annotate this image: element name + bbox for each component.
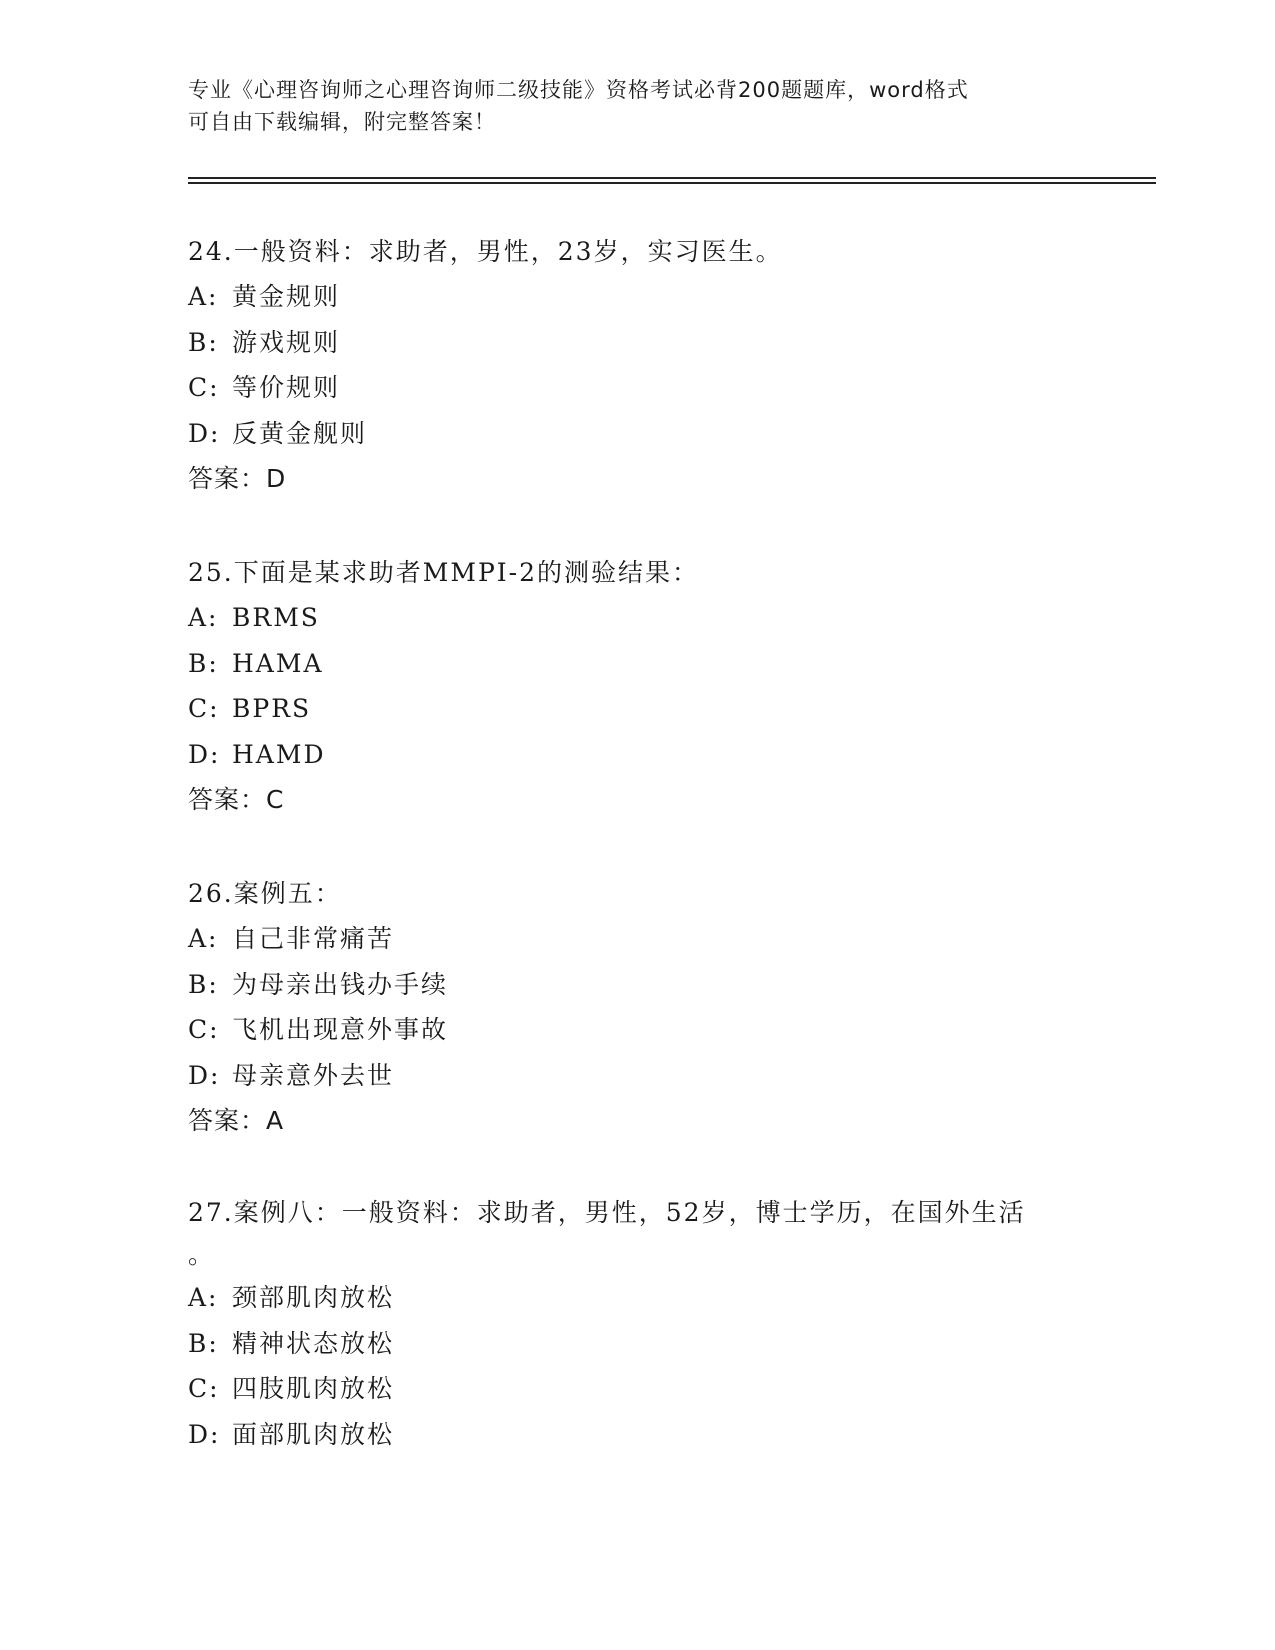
option-text: 自己非常痛苦 bbox=[232, 924, 395, 953]
question-26 bbox=[188, 871, 1108, 1143]
option-letter: C: bbox=[188, 1015, 220, 1044]
option-text: 黄金规则 bbox=[232, 282, 341, 311]
option-text: BPRS bbox=[232, 694, 312, 723]
option-c bbox=[188, 365, 1108, 411]
header-divider-top bbox=[188, 177, 1156, 179]
header-divider-bottom bbox=[188, 182, 1156, 184]
option-d bbox=[188, 1053, 1108, 1099]
option-d bbox=[188, 732, 1108, 778]
option-d bbox=[188, 411, 1108, 457]
option-text: 反黄金舰则 bbox=[232, 418, 368, 448]
answer-line: 答案：D bbox=[188, 464, 287, 493]
question-27 bbox=[188, 1190, 1108, 1457]
question-24 bbox=[188, 229, 1108, 501]
question-stem: 25.下面是某求助者MMPI-2的测验结果： bbox=[188, 558, 700, 587]
option-letter: D: bbox=[188, 1419, 221, 1449]
answer-line: 答案：A bbox=[188, 1106, 285, 1135]
option-text: 颈部肌肉放松 bbox=[232, 1283, 395, 1312]
option-letter: C: bbox=[188, 373, 220, 402]
question-stem-continuation: 。 bbox=[188, 1240, 216, 1269]
option-a bbox=[188, 916, 1108, 962]
option-c bbox=[188, 686, 1108, 732]
option-text: HAMA bbox=[232, 648, 324, 678]
option-letter: A: bbox=[188, 924, 219, 953]
option-letter: B: bbox=[188, 648, 219, 678]
option-b bbox=[188, 1321, 1108, 1367]
option-b bbox=[188, 962, 1108, 1008]
option-a bbox=[188, 1275, 1108, 1321]
option-text: 等价规则 bbox=[232, 373, 341, 402]
option-b bbox=[188, 320, 1108, 366]
option-letter: A: bbox=[188, 1283, 219, 1312]
option-letter: C: bbox=[188, 1374, 220, 1403]
option-text: HAMD bbox=[232, 739, 326, 769]
header-title-line-1: 专业《心理咨询师之心理咨询师二级技能》资格考试必背200题题库，word格式 bbox=[188, 78, 969, 102]
option-letter: A: bbox=[188, 603, 219, 632]
option-c bbox=[188, 1007, 1108, 1053]
option-c bbox=[188, 1366, 1108, 1412]
option-letter: B: bbox=[188, 969, 219, 999]
question-25 bbox=[188, 550, 1108, 822]
option-text: BRMS bbox=[232, 603, 320, 632]
option-letter: C: bbox=[188, 694, 220, 723]
option-letter: B: bbox=[188, 327, 219, 357]
option-d bbox=[188, 1412, 1108, 1458]
question-stem: 26.案例五： bbox=[188, 879, 342, 908]
answer-line: 答案：C bbox=[188, 785, 285, 814]
header-title-line-2: 可自由下载编辑，附完整答案！ bbox=[188, 110, 496, 134]
option-letter: B: bbox=[188, 1328, 219, 1358]
option-text: 游戏规则 bbox=[232, 327, 341, 357]
option-letter: D: bbox=[188, 418, 221, 448]
question-stem: 24.一般资料：求助者，男性，23岁，实习医生。 bbox=[188, 237, 783, 266]
option-letter: A: bbox=[188, 282, 219, 311]
option-text: 母亲意外去世 bbox=[232, 1060, 395, 1090]
option-a bbox=[188, 274, 1108, 320]
option-a bbox=[188, 595, 1108, 641]
option-letter: D: bbox=[188, 739, 221, 769]
option-b bbox=[188, 641, 1108, 687]
question-stem: 27.案例八：一般资料：求助者，男性，52岁，博士学历，在国外生活 bbox=[188, 1198, 1026, 1227]
option-text: 为母亲出钱办手续 bbox=[232, 969, 449, 999]
option-text: 面部肌肉放松 bbox=[232, 1419, 395, 1449]
option-text: 精神状态放松 bbox=[232, 1328, 395, 1358]
option-text: 四肢肌肉放松 bbox=[232, 1374, 395, 1403]
document-header bbox=[188, 74, 1088, 138]
option-letter: D: bbox=[188, 1060, 221, 1090]
option-text: 飞机出现意外事故 bbox=[232, 1015, 449, 1044]
